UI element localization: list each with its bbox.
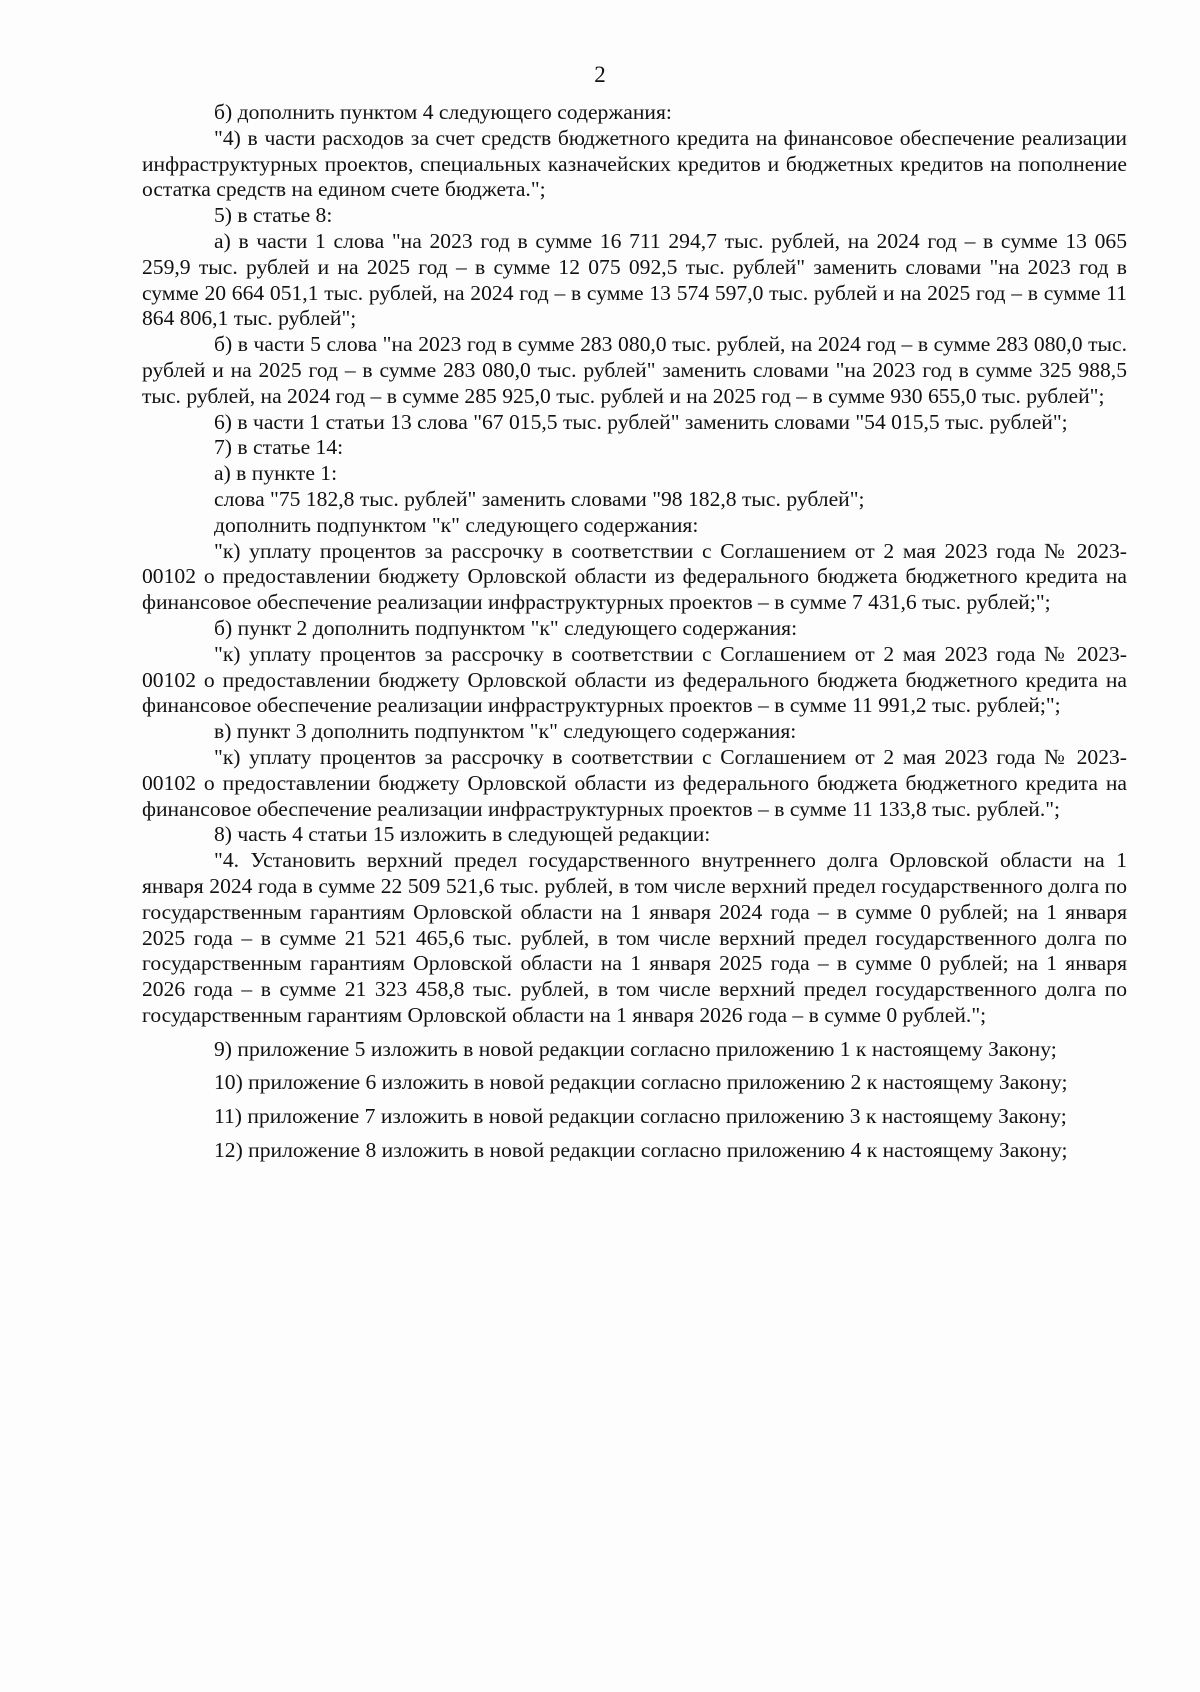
paragraph-debt-limit: "4. Установить верхний предел государственного внутреннего долга Орловской области на 1 января 2024 года в сумме 22 509 521,6 тыс. рублей, в том числе верхний предел государственного долга по государственным гарантиям Орловской области на 1 января 2024 года – в сумме 0 рублей; на 1 января 2025 года – в сумме 21 521 465,6 тыс. рублей, в том числе верхний предел государственного долга по государственным гарантиям Орловской области на 1 января 2025 года – в сумме 0 рублей; на 1 января 2026 года – в сумме 21 323 458,8 тыс. рублей, в том числе верхний предел государственного долга по государственным гарантиям Орловской области на 1 января 2026 года – в сумме 0 рублей.";	[142, 848, 1127, 1027]
paragraph-5b-part-5: б) в части 5 слова "на 2023 год в сумме 283 080,0 тыс. рублей, на 2024 год – в сумме 283 080,0 тыс. рублей и на 2025 год – в сумме 283 080,0 тыс. рублей" заменить словами "на 2023 год в сумме 325 988,5 тыс. рублей, на 2024 год – в сумме 285 925,0 тыс. рублей и на 2025 год – в сумме 930 655,0 тыс. рублей";	[142, 332, 1127, 408]
paragraph-point-4-text: "4) в части расходов за счет средств бюджетного кредита на финансовое обеспечение реализации инфраструктурных проектов, специальных казначейских кредитов и бюджетных кредитов на пополнение остатка средств на едином счете бюджета.";	[142, 125, 1127, 202]
paragraph-7-article-14: 7) в статье 14:	[214, 435, 344, 460]
paragraph-7b-point-2: б) пункт 2 дополнить подпунктом "к" следующего содержания:	[214, 615, 798, 640]
paragraph-11-appendix-7: 11) приложение 7 изложить в новой редакции согласно приложению 3 к настоящему Закону;	[214, 1104, 1067, 1129]
paragraph-subpoint-k-2: "к) уплату процентов за рассрочку в соответствии с Соглашением от 2 мая 2023 года № 2023-00102 о предоставлении бюджету Орловской области из федерального бюджета бюджетного кредита на финансовое обеспечение реализации инфраструктурных проектов – в сумме 11 991,2 тыс. рублей;";	[142, 641, 1127, 718]
paragraph-8-article-15: 8) часть 4 статьи 15 изложить в следующей редакции:	[214, 822, 711, 847]
paragraph-add-subpoint-k: дополнить подпунктом "к" следующего содержания:	[214, 512, 699, 537]
paragraph-7a-point-1: а) в пункте 1:	[214, 461, 338, 486]
paragraph-5a-part-1: а) в части 1 слова "на 2023 год в сумме 16 711 294,7 тыс. рублей, на 2024 год – в сумме 13 065 259,9 тыс. рублей и на 2025 год – в сумме 12 075 092,5 тыс. рублей" заменить словами "на 2023 год в сумме 20 664 051,1 тыс. рублей, на 2024 год – в сумме 13 574 597,0 тыс. рублей и на 2025 год – в сумме 11 864 806,1 тыс. рублей";	[142, 228, 1127, 331]
paragraph-10-appendix-6: 10) приложение 6 изложить в новой редакции согласно приложению 2 к настоящему Закону;	[214, 1070, 1068, 1095]
paragraph-6-article-13: 6) в части 1 статьи 13 слова "67 015,5 тыс. рублей" заменить словами "54 015,5 тыс. рублей";	[214, 409, 1068, 434]
paragraph-subpoint-k-1: "к) уплату процентов за рассрочку в соответствии с Соглашением от 2 мая 2023 года № 2023-00102 о предоставлении бюджету Орловской области из федерального бюджета бюджетного кредита на финансовое обеспечение реализации инфраструктурных проектов – в сумме 7 431,6 тыс. рублей;";	[142, 538, 1127, 615]
document-body	[142, 100, 1127, 1164]
paragraph-1b-add-point-4: б) дополнить пунктом 4 следующего содержания:	[214, 100, 672, 124]
paragraph-12-appendix-8: 12) приложение 8 изложить в новой редакции согласно приложению 4 к настоящему Закону;	[214, 1138, 1068, 1163]
paragraph-subpoint-k-3: "к) уплату процентов за рассрочку в соответствии с Соглашением от 2 мая 2023 года № 2023-00102 о предоставлении бюджету Орловской области из федерального бюджета бюджетного кредита на финансовое обеспечение реализации инфраструктурных проектов – в сумме 11 133,8 тыс. рублей.";	[142, 744, 1127, 821]
paragraph-words-replace: слова "75 182,8 тыс. рублей" заменить словами "98 182,8 тыс. рублей";	[214, 486, 865, 511]
paragraph-5-article-8: 5) в статье 8:	[214, 203, 333, 228]
page-number: 2	[594, 62, 606, 87]
paragraph-9-appendix-5: 9) приложение 5 изложить в новой редакции согласно приложению 1 к настоящему Закону;	[214, 1036, 1057, 1061]
paragraph-7v-point-3: в) пункт 3 дополнить подпунктом "к" следующего содержания:	[214, 719, 797, 744]
